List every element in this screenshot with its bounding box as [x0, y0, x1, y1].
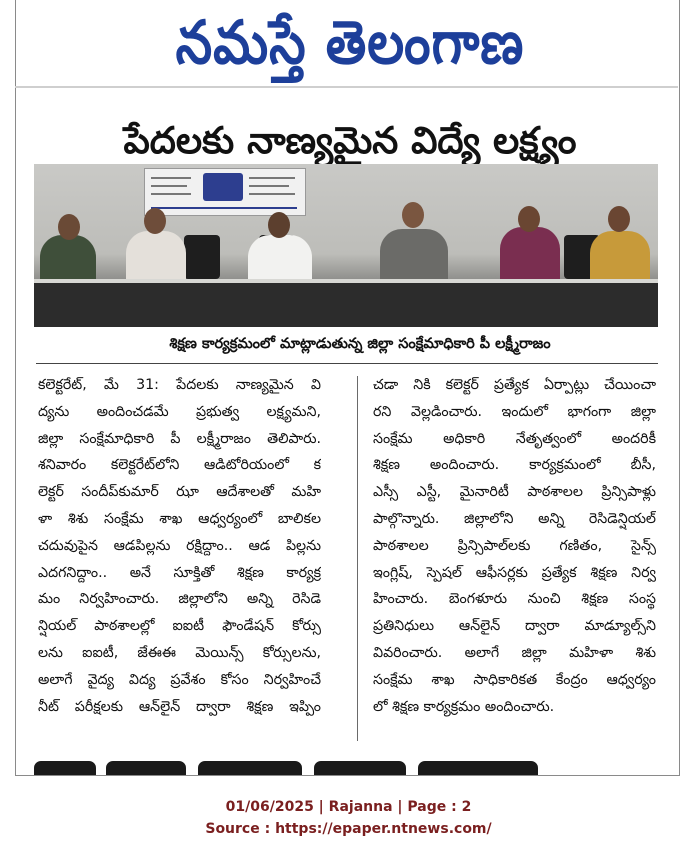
text-line: లెక్టర్ సందీప్‌కుమార్ ఝా ఆదేశాలతో మహి — [38, 484, 321, 501]
participant-head — [144, 208, 166, 234]
text-line: వివరించారు. అలాగే జిల్లా మహిళా శిశు — [373, 644, 656, 661]
source-link[interactable]: Source : https://epaper.ntnews.com/ — [205, 821, 492, 837]
banner-text-line — [151, 185, 187, 187]
text-line: రని వెల్లడించారు. ఇందులో భాగంగా జిల్లా — [373, 403, 656, 420]
text-line: న్షియల్ పాఠశాలల్లో ఐఐటీ ఫౌండేషన్ కోర్సు — [38, 618, 321, 635]
table-front — [34, 283, 658, 327]
participant-head — [608, 206, 630, 232]
photo-caption: శిక్షణ కార్యక్రమంలో మాట్లాడుతున్న జిల్లా సంక్షేమాధికారి పీ లక్ష్మీరాజం — [169, 336, 551, 352]
chair — [184, 235, 220, 279]
text-line: లో శిక్షణ కార్యక్రమం అందించారు. — [373, 698, 555, 715]
article-headline: పేదలకు నాణ్యమైన విద్యే లక్ష్యం — [123, 118, 577, 162]
participant-head — [518, 206, 540, 232]
cropped-glyphs — [198, 761, 302, 775]
text-line: ఇంగ్లిష్, స్పెషల్ ఆఫీసర్లకు ప్రత్యేక శిక్షణ నిర్వ — [373, 564, 656, 581]
text-line: ళా శిశు సంక్షేమ శాఖ ఆధ్వర్యంలో బాలికల — [38, 510, 321, 527]
banner-text-line — [151, 193, 191, 195]
participant — [248, 235, 312, 285]
backdrop-banner — [144, 168, 306, 216]
banner-text-line — [249, 177, 295, 179]
text-line: పాల్గొన్నారు. జిల్లాలోని అన్ని రెసిడెన్షియల్ — [373, 510, 656, 527]
participant-speaker — [380, 229, 448, 285]
masthead-title: నమస్తే తెలంగాణ — [175, 8, 525, 79]
text-line: ఎస్సీ ఎస్టీ, మైనారిటీ పాఠశాలల ప్రిన్సిపాళ్లు — [373, 484, 656, 501]
edition-info: 01/06/2025 | Rajanna | Page : 2 — [225, 799, 472, 815]
text-line: శనివారం కలెక్టరేట్‌లోని ఆడిటోరియంలో క — [38, 457, 321, 474]
article-column-right — [373, 372, 656, 720]
newspaper-masthead — [0, 0, 697, 80]
article-photo — [34, 164, 658, 327]
text-line: పాఠశాలల ప్రిన్సిపాల్‌లకు గణితం, సైన్స్ — [373, 537, 656, 554]
text-line: అలాగే వైద్య విద్య ప్రవేశం కోసం నిర్వహించే — [38, 671, 321, 688]
cropped-glyphs — [418, 761, 538, 775]
caption-divider — [36, 363, 658, 364]
cropped-glyphs — [34, 761, 96, 775]
masthead-divider — [15, 86, 678, 88]
banner-text-line — [249, 193, 295, 195]
text-line: ద్యను అందించడమే ప్రభుత్వ లక్ష్యమని, — [38, 403, 321, 420]
text-line: చదువుపైన ఆడపిల్లను రక్షిద్దాం.. ఆడ పిల్లను — [38, 537, 321, 554]
clipping-footer — [0, 796, 697, 840]
text-line: సంక్షేమ అధికారి నేతృత్వంలో అందరికీ — [373, 430, 656, 447]
banner-text-line — [249, 185, 289, 187]
participant — [126, 231, 186, 285]
participant — [590, 231, 650, 285]
banner-footer-strip — [151, 207, 297, 209]
participant — [500, 227, 560, 285]
text-line: సంక్షేమ శాఖ సాధికారికత కేంద్రం ఆధ్వర్యం — [373, 671, 656, 688]
text-line: నీట్ పరీక్షలకు ఆన్‌లైన్ ద్వారా శిక్షణ ఇప్పిం — [38, 698, 321, 715]
text-line: లను ఐఐటీ, జేఈఈ మెయిన్స్ కోర్సులను, — [38, 644, 321, 661]
cropped-glyphs — [106, 761, 186, 775]
text-line: చడా నికి కలెక్టర్ ప్రత్యేక ఏర్పాట్లు చేయించా — [373, 377, 656, 393]
cropped-glyphs — [314, 761, 406, 775]
banner-text-line — [151, 177, 191, 179]
text-line: ప్రతినిధులు ఆన్‌లైన్ ద్వారా మాడ్యూల్స్‌ని — [373, 618, 656, 635]
column-divider — [357, 376, 358, 741]
article-column-left — [38, 372, 321, 720]
text-line: మం నిర్వహించారు. జిల్లాలోని అన్ని రెసిడె — [38, 591, 321, 608]
cropped-next-headline — [30, 757, 550, 775]
participant-head — [402, 202, 424, 228]
participant — [40, 235, 96, 285]
text-line: కలెక్టరేట్, మే 31: పేదలకు నాణ్యమైన వి — [38, 377, 321, 393]
text-line: హించారు. బెంగళూరు నుంచి శిక్షణ సంస్థ — [373, 591, 656, 608]
text-line: ఎదగనిద్దాం.. అనే సూక్తితో శిక్షణ కార్యక్ర — [38, 564, 321, 581]
participant-head — [58, 214, 80, 240]
text-line: జిల్లా సంక్షేమాధికారి పీ లక్ష్మీరాజం తెలిపారు. — [38, 430, 321, 447]
text-line: శిక్షణ అందించారు. కార్యక్రమంలో బీసీ, — [373, 457, 656, 474]
banner-logo — [203, 173, 243, 201]
participant-head — [268, 212, 290, 238]
